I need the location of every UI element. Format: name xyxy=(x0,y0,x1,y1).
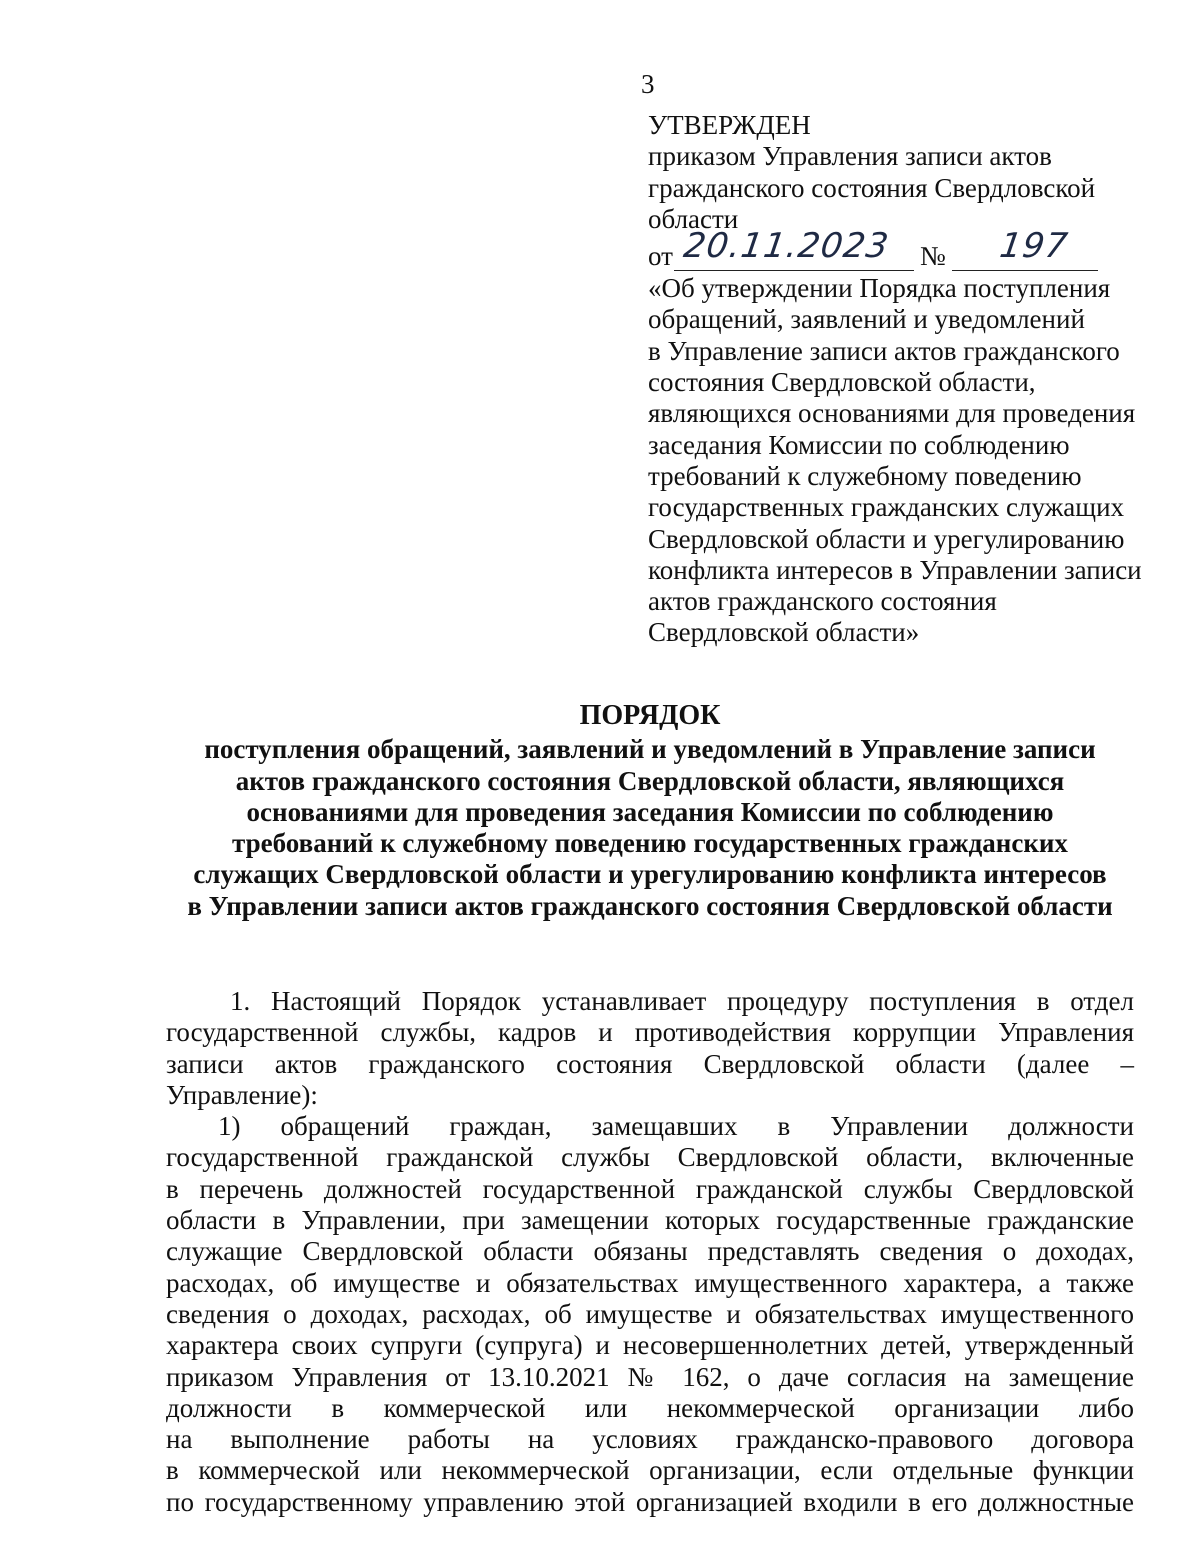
approval-title: УТВЕРЖДЕН xyxy=(648,110,811,140)
order-title-line: конфликта интересов в Управлении записи xyxy=(648,554,1142,585)
approval-line: области xyxy=(648,203,739,234)
word: условиях xyxy=(592,1424,698,1455)
approval-line: гражданского состояния Свердловской xyxy=(648,172,1096,203)
word: должности xyxy=(166,1392,292,1423)
word: замещавших xyxy=(591,1111,738,1142)
word: обращений xyxy=(280,1111,410,1142)
heading-title: ПОРЯДОК xyxy=(579,700,721,731)
document-body xyxy=(166,986,1134,1518)
word: должности xyxy=(1008,1111,1134,1142)
paragraph-line: по государственному управлению этой организацией входили в его должностные xyxy=(166,1486,1134,1517)
order-title-line: требований к служебному поведению xyxy=(648,460,1082,491)
word: либо xyxy=(1078,1392,1134,1423)
paragraph-line: государственной службы, кадров и противодействия коррупции Управления xyxy=(166,1017,1134,1048)
order-title-line: Свердловской области и урегулированию xyxy=(648,523,1125,554)
handwritten-number: 197 xyxy=(997,226,1071,267)
word: в xyxy=(777,1111,791,1142)
word: договора xyxy=(1031,1424,1134,1455)
heading-line: актов гражданского состояния Свердловской области, являющихся xyxy=(235,765,1065,796)
word: в xyxy=(331,1392,345,1423)
order-title-line: в Управление записи актов гражданского xyxy=(648,335,1120,366)
word: на xyxy=(527,1424,555,1455)
order-title-line: актов гражданского состояния xyxy=(648,586,997,617)
heading-line: основаниями для проведения заседания Комиссии по соблюдению xyxy=(246,796,1054,827)
paragraph-line: сведения о доходах, расходах, об имуществе и обязательствах имущественного xyxy=(166,1298,1134,1329)
heading-line: в Управлении записи актов гражданского состояния Свердловской области xyxy=(187,890,1113,921)
paragraph-line: области в Управлении, при замещении которых государственные гражданские xyxy=(166,1205,1134,1236)
paragraph-line: приказом Управления от 13.10.2021 № 162, о даче согласия на замещение xyxy=(166,1361,1134,1392)
paragraph-line: в коммерческой или некоммерческой организации, если отдельные функции xyxy=(166,1455,1134,1486)
order-title-line: являющихся основаниями для проведения xyxy=(648,398,1136,429)
paragraph-line-spaced xyxy=(166,1393,1134,1424)
word: граждан, xyxy=(449,1111,552,1142)
document-heading xyxy=(140,700,1160,922)
order-title-line: Свердловской области» xyxy=(648,617,920,648)
order-title-line: заседания Комиссии по соблюдению xyxy=(648,429,1070,460)
paragraph-line: 1. Настоящий Порядок устанавливает процедуру поступления в отдел xyxy=(230,986,1134,1016)
word: гражданско-правового xyxy=(735,1424,994,1455)
order-title-line: состояния Свердловской области, xyxy=(648,367,1036,398)
number-underline xyxy=(952,270,1098,271)
word: работы xyxy=(407,1424,490,1455)
word: 1) xyxy=(218,1111,241,1142)
heading-line: служащих Свердловской области и урегулированию конфликта интересов xyxy=(193,859,1107,890)
approval-line: приказом Управления записи актов xyxy=(648,141,1052,172)
word: коммерческой xyxy=(383,1392,546,1423)
approval-block xyxy=(648,110,1168,649)
word: на xyxy=(166,1424,193,1455)
paragraph-line-spaced xyxy=(166,1111,1134,1142)
approval-date-number-row xyxy=(648,226,1168,273)
word: выполнение xyxy=(230,1424,370,1455)
word: или xyxy=(584,1392,628,1423)
paragraph-line: служащие Свердловской области обязаны представлять сведения о доходах, xyxy=(166,1236,1134,1267)
word: некоммерческой xyxy=(666,1392,855,1423)
order-title-line: государственных гражданских служащих xyxy=(648,492,1125,523)
date-underline xyxy=(674,270,914,271)
paragraph-line: записи актов гражданского состояния Свердловской области (далее – xyxy=(166,1048,1134,1079)
paragraph-line-spaced xyxy=(166,1424,1134,1455)
number-label: № xyxy=(920,241,946,272)
paragraph-line: Управление): xyxy=(166,1079,318,1110)
order-title-line: «Об утверждении Порядка поступления xyxy=(648,273,1111,304)
paragraph-line: государственной гражданской службы Свердловской области, включенные xyxy=(166,1142,1134,1173)
paragraph-line: характера своих супруги (супруга) и несовершеннолетних детей, утвержденный xyxy=(166,1330,1134,1361)
paragraph-line: расходах, об имуществе и обязательствах имущественного характера, а также xyxy=(166,1267,1134,1298)
word: Управлении xyxy=(830,1111,969,1142)
word: организации xyxy=(894,1392,1040,1423)
date-label: от xyxy=(648,241,673,272)
heading-line: требований к служебному поведению государственных гражданских xyxy=(232,828,1068,859)
page-number: 3 xyxy=(641,69,655,99)
heading-line: поступления обращений, заявлений и уведомлений в Управление записи xyxy=(204,734,1096,765)
paragraph-line: в перечень должностей государственной гражданской службы Свердловской xyxy=(166,1173,1134,1204)
order-title-line: обращений, заявлений и уведомлений xyxy=(648,304,1085,335)
handwritten-date: 20.11.2023 xyxy=(681,226,892,267)
